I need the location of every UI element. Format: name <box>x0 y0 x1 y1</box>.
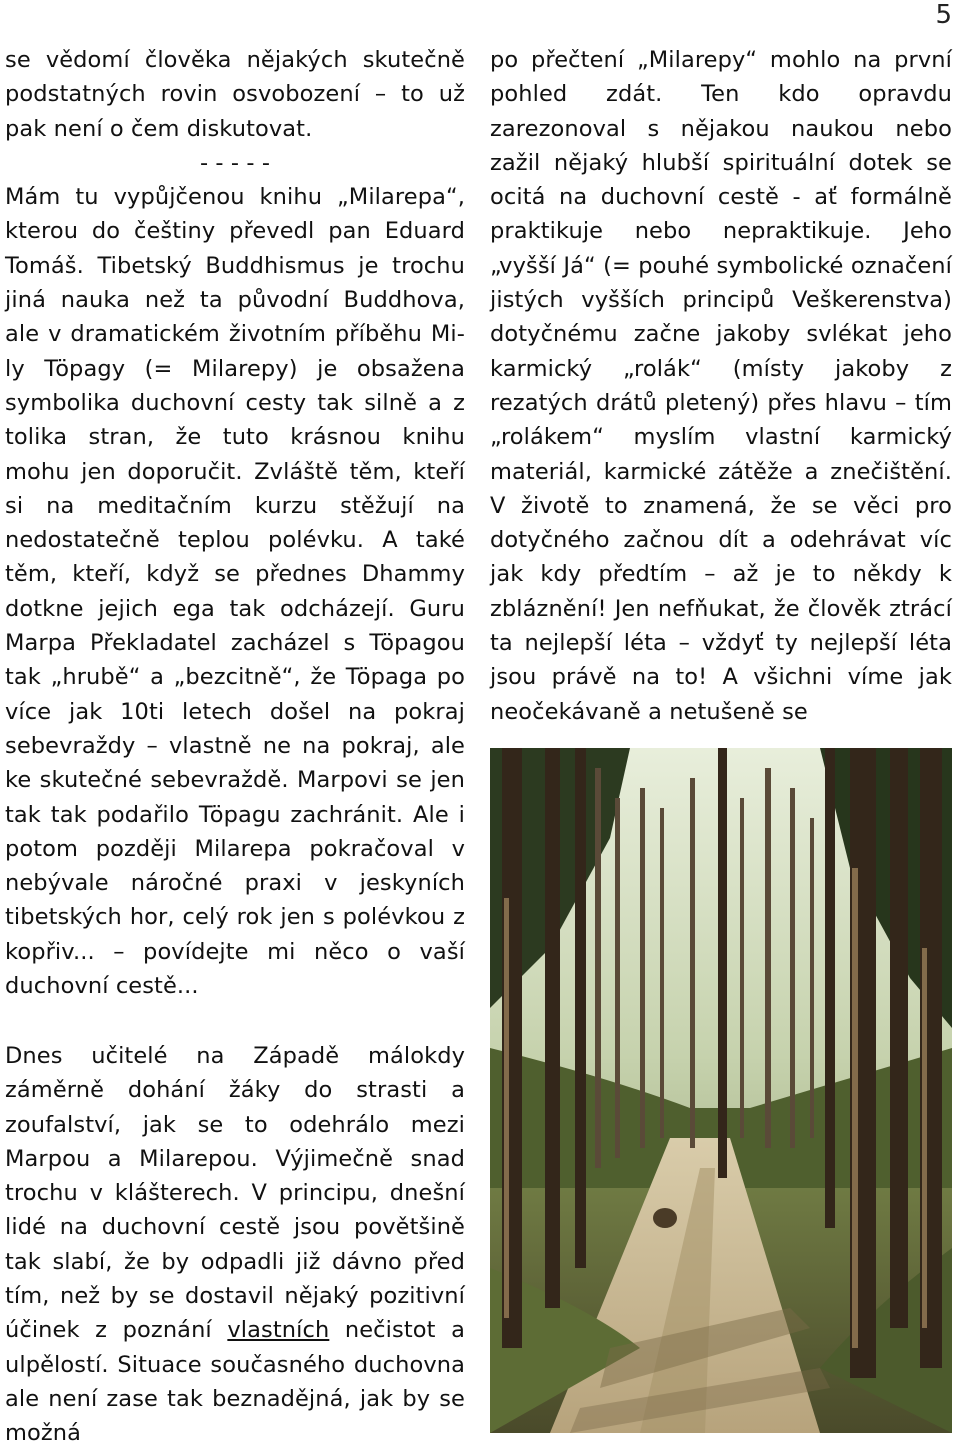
paragraph-continuation: po přečtení „Milarepy“ mohlo na první pohled zdát. Ten kdo opravdu zarezonoval s nějakou naukou nebo zažil nějaký hlubší spirituální dotek se ocitá na duchovní cestě - ať formálně praktikuje nebo nepraktikuje. Jeho „vyšší Já“ (= pouhé symbolické označení jistých vyšších principů Veškerenstva) dotyčnému začne jakoby svlékat jeho karmický „rolák“ (místy jakoby z rezatých drátů pletený) přes hlavu – tím „rolákem“ myslím vlastní karmický materiál, karmické zátěže a znečištění. V životě to znamená, že se věci pro dotyčného začnou dít a odehrávat víc jak kdy předtím – až je to někdy k zbláznění! Jen nefňukat, že člověk ztrácí ta nejlepší léta – vždyť ty nejlepší léta jsou právě na to! A všichni víme jak neočekávaně a netušeně se <box>490 47 952 725</box>
underlined-word: vlastních <box>227 1317 330 1344</box>
forest-path-photo <box>490 748 952 1433</box>
paragraph-teachers-text-a: Dnes učitelé na Západě málokdy záměrně dohání žáky do strasti a zoufalství, jak se to odehrálo mezi Marpou a Milarepou. Výjimečně snad trochu v klášterech. V principu, dnešní lidé na duchovní cestě jsou povětšině tak slabí, že by odpadli již dávno před tím, než by se dostavil nějaký pozitivní účinek z poznání <box>5 1043 465 1344</box>
paragraph-teachers <box>5 1039 465 1451</box>
left-column-top <box>5 43 465 1003</box>
page-number: 5 <box>935 0 952 30</box>
section-separator: - - - - - <box>199 149 271 176</box>
paragraph-teachers-text-b: nečistot a ulpělostí. Situace současného duchovna ale není zase tak beznadějná, jak by se možná <box>5 1317 465 1447</box>
paragraph-intro: se vědomí člověka nějakých skutečně podstatných rovin osvobození – to už pak není o čem diskutovat. <box>5 47 465 142</box>
forest-illustration <box>490 748 952 1433</box>
paragraph-milarepa: Mám tu vypůjčenou knihu „Milarepa“, kterou do češtiny převedl pan Eduard Tomáš. Tibetský Buddhismus je trochu jiná nauka než ta původní Buddhova, ale v dramatickém životním příběhu Mi-ly Töpagy (= Milarepy) je obsažena symbolika duchovní cesty tak silně a z tolika stran, že tuto krásnou knihu mohu jen doporučit. Zvláště těm, kteří si na meditačním kurzu stěžují na nedostatečně teplou polévku. A také těm, kteří, když se přednes Dhammy dotkne jejich ega tak odcházejí. Guru Marpa Překladatel zacházel s Töpagou tak „hrubě“ a „bezcitně“, že Töpaga po více jak 10ti letech došel na pokraj sebevraždy – vlastně ne na pokraj, ale ke skutečné sebevraždě. Marpovi se jen tak tak podařilo Töpagu zachránit. Ale i potom později Milarepa pokračoval v nebývale náročné praxi v jeskyních tibetských hor, celý rok jen s polévkou z kopřiv... – povídejte mi něco o vaší duchovní cestě... <box>5 184 465 1000</box>
left-column-bottom <box>5 1039 465 1451</box>
right-column <box>490 43 952 729</box>
